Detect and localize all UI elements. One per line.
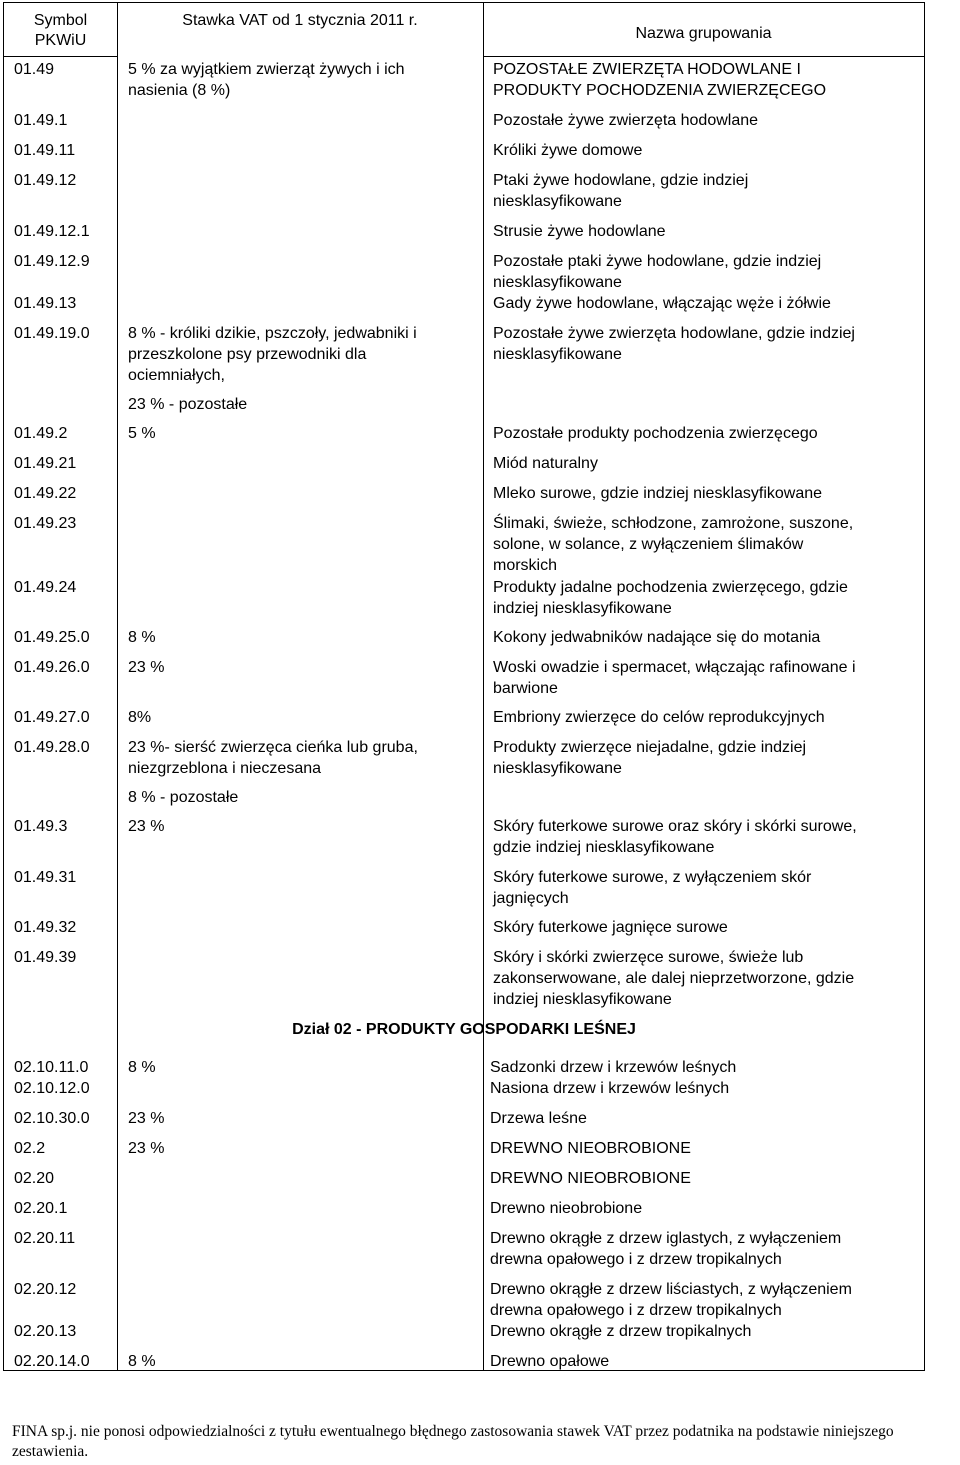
group-name-line: Produkty zwierzęce niejadalne, gdzie indziej (493, 739, 807, 756)
pkwiu-code: 01.49 (14, 61, 55, 78)
group-name-line: Skóry futerkowe surowe oraz skóry i skórki surowe, (493, 818, 857, 835)
vat-rate (128, 657, 164, 678)
pkwiu-code: 01.49.23 (14, 515, 77, 532)
pkwiu-code: 01.49.12.9 (14, 253, 90, 270)
pkwiu-code: 02.20.14.0 (14, 1353, 90, 1370)
group-name (493, 627, 820, 648)
group-name (490, 1057, 736, 1078)
group-name (490, 1168, 691, 1189)
header-divider-left (4, 56, 117, 57)
pkwiu-code: 02.20.12 (14, 1281, 77, 1298)
vat-rate (128, 627, 156, 648)
group-name (490, 1198, 642, 1219)
group-name-line: DREWNO NIEOBROBIONE (490, 1170, 691, 1187)
group-name (490, 1279, 852, 1321)
pkwiu-code: 01.49.1 (14, 112, 68, 129)
group-name (493, 110, 758, 131)
group-name-line: Miód naturalny (493, 455, 598, 472)
group-name-line: Skóry futerkowe surowe, z wyłączeniem skór (493, 869, 812, 886)
pkwiu-code: 02.10.12.0 (14, 1080, 90, 1097)
pkwiu-code: 01.49.32 (14, 919, 77, 936)
column-divider-2 (483, 3, 484, 1370)
header-rate: Stawka VAT od 1 stycznia 2011 r. (182, 12, 418, 29)
group-name-line: Drewno okrągłe z drzew liściastych, z wyłączeniem (490, 1281, 852, 1298)
vat-rate-line: 23 % - pozostałe (128, 396, 248, 413)
group-name-line: PRODUKTY POCHODZENIA ZWIERZĘCEGO (493, 82, 827, 99)
pkwiu-code: 01.49.28.0 (14, 739, 90, 756)
pkwiu-code: 01.49.26.0 (14, 659, 90, 676)
pkwiu-code: 02.20.1 (14, 1200, 68, 1217)
vat-rate (128, 1108, 164, 1129)
group-name-line: Skóry i skórki zwierzęce surowe, świeże lub (493, 949, 804, 966)
group-name (493, 170, 748, 212)
group-name-line: Embriony zwierzęce do celów reprodukcyjnych (493, 709, 825, 726)
pkwiu-code: 01.49.22 (14, 485, 77, 502)
vat-rate (128, 816, 164, 837)
group-name-line: Woski owadzie i spermacet, włączając rafinowane i (493, 659, 856, 676)
vat-rate-line: 8 % - pozostałe (128, 789, 239, 806)
vat-rate-line: nasienia (8 %) (128, 82, 231, 99)
section-title: Dział 02 - PRODUKTY GOSPODARKI LEŚNEJ (292, 1021, 636, 1038)
group-name-line: indziej niesklasyfikowane (493, 600, 672, 617)
group-name-line: drewna opałowego i z drzew tropikalnych (490, 1302, 782, 1319)
pkwiu-code: 01.49.24 (14, 579, 77, 596)
vat-rate-line: 8% (128, 709, 152, 726)
vat-table (3, 2, 925, 1371)
group-name-line: Kokony jedwabników nadające się do motania (493, 629, 821, 646)
group-name-line: POZOSTAŁE ZWIERZĘTA HODOWLANE I (493, 61, 801, 78)
group-name-line: Pozostałe żywe zwierzęta hodowlane, gdzie indziej (493, 325, 855, 342)
group-name (493, 657, 856, 699)
group-name-line: Produkty jadalne pochodzenia zwierzęcego, gdzie (493, 579, 848, 596)
group-name (490, 1108, 587, 1129)
group-name-line: indziej niesklasyfikowane (493, 991, 672, 1008)
header-divider-right (483, 56, 924, 57)
header-symbol: Symbol (33, 12, 88, 29)
group-name-line: morskich (493, 557, 558, 574)
group-name (493, 867, 811, 909)
group-name-line: Króliki żywe domowe (493, 142, 643, 159)
group-name-line: Nasiona drzew i krzewów leśnych (490, 1080, 730, 1097)
header-symbol-cell (4, 11, 117, 51)
group-name (490, 1351, 609, 1372)
vat-rate (128, 1138, 164, 1159)
group-name (490, 1078, 729, 1099)
vat-rate-line: 5 % (128, 425, 156, 442)
pkwiu-code: 02.10.11.0 (14, 1059, 89, 1076)
vat-rate-line: 8 % - króliki dzikie, pszczoły, jedwabniki i (128, 325, 417, 342)
vat-rate (128, 1351, 156, 1372)
vat-rate-line: ociemniałych, (128, 367, 225, 384)
group-name (493, 251, 821, 293)
pkwiu-code: 01.49.12.1 (14, 223, 90, 240)
group-name-line: Pozostałe żywe zwierzęta hodowlane (493, 112, 759, 129)
group-name (493, 483, 822, 504)
vat-rate-line: niezgrzeblona i nieczesana (128, 760, 322, 777)
pkwiu-code: 02.10.30.0 (14, 1110, 90, 1127)
pkwiu-code: 01.49.27.0 (14, 709, 90, 726)
vat-rate (128, 323, 417, 415)
pkwiu-code: 01.49.19.0 (14, 325, 90, 342)
group-name (493, 323, 855, 365)
header-pkwiu: PKWiU (34, 32, 87, 49)
group-name-line: jagnięcych (493, 890, 569, 907)
group-name (493, 513, 853, 576)
column-divider-1 (117, 3, 118, 1370)
group-name-line: Mleko surowe, gdzie indziej niesklasyfikowane (493, 485, 823, 502)
pkwiu-code: 02.2 (14, 1140, 46, 1157)
group-name-line: niesklasyfikowane (493, 274, 622, 291)
group-name-line: Drewno nieobrobione (490, 1200, 643, 1217)
group-name-line: zakonserwowane, ale dalej nieprzetworzone, gdzie (493, 970, 855, 987)
group-name-line: Pozostałe ptaki żywe hodowlane, gdzie indziej (493, 253, 822, 270)
group-name-line: DREWNO NIEOBROBIONE (490, 1140, 691, 1157)
group-name (493, 917, 728, 938)
pkwiu-code: 01.49.2 (14, 425, 68, 442)
group-name-line: Drewno opałowe (490, 1353, 610, 1370)
group-name (493, 423, 818, 444)
pkwiu-code: 02.20.13 (14, 1323, 77, 1340)
group-name (493, 737, 806, 779)
vat-rate (128, 59, 405, 101)
group-name (493, 577, 848, 619)
group-name (493, 816, 857, 858)
group-name-line: Strusie żywe hodowlane (493, 223, 666, 240)
group-name-line: Drewno okrągłe z drzew tropikalnych (490, 1323, 752, 1340)
group-name-line: niesklasyfikowane (493, 193, 622, 210)
pkwiu-code: 02.20.11 (14, 1230, 76, 1247)
group-name-line: Ślimaki, świeże, schłodzone, zamrożone, suszone, (493, 515, 854, 532)
group-name (490, 1321, 751, 1342)
group-name-line: niesklasyfikowane (493, 346, 622, 363)
vat-rate-line: 5 % za wyjątkiem zwierząt żywych i ich (128, 61, 405, 78)
vat-rate-line: 23 % (128, 1140, 165, 1157)
group-name (493, 707, 825, 728)
pkwiu-code: 01.49.11 (14, 142, 76, 159)
pkwiu-code: 01.49.25.0 (14, 629, 90, 646)
vat-rate-line: 8 % (128, 629, 156, 646)
pkwiu-code: 01.49.21 (14, 455, 77, 472)
group-name-line: solone, w solance, z wyłączeniem ślimaków (493, 536, 804, 553)
vat-rate (128, 737, 418, 808)
pkwiu-code: 01.49.12 (14, 172, 77, 189)
vat-rate-line: 23 % (128, 659, 165, 676)
group-name-line: Pozostałe produkty pochodzenia zwierzęcego (493, 425, 818, 442)
vat-rate-line: 8 % (128, 1353, 156, 1370)
vat-rate (128, 707, 151, 728)
vat-rate-line: 23 % (128, 818, 165, 835)
vat-rate (128, 1057, 156, 1078)
group-name-line: Drewno okrągłe z drzew iglastych, z wyłączeniem (490, 1230, 842, 1247)
group-name-line: gdzie indziej niesklasyfikowane (493, 839, 715, 856)
group-name-line: Gady żywe hodowlane, włączając węże i żółwie (493, 295, 831, 312)
vat-rate-line: 23 % (128, 1110, 165, 1127)
group-name (493, 221, 666, 242)
vat-rate-line: przeszkolone psy przewodniki dla (128, 346, 367, 363)
pkwiu-code: 01.49.39 (14, 949, 77, 966)
group-name (493, 140, 642, 161)
group-name (493, 59, 826, 101)
group-name-line: Skóry futerkowe jagnięce surowe (493, 919, 728, 936)
group-name-line: Drzewa leśne (490, 1110, 587, 1127)
group-name-line: niesklasyfikowane (493, 760, 622, 777)
vat-rate-line: 8 % (128, 1059, 156, 1076)
header-name: Nazwa grupowania (635, 25, 772, 42)
pkwiu-code: 01.49.3 (14, 818, 68, 835)
pkwiu-code: 02.20 (14, 1170, 55, 1187)
vat-rate-line: 23 %- sierść zwierzęca cieńka lub gruba, (128, 739, 418, 756)
disclaimer-footer: FINA sp.j. nie ponosi odpowiedzialności z tytułu ewentualnego błędnego zastosowania stawek VAT przez podatnika na podstawie niniejszego zestawienia. (12, 1423, 894, 1460)
group-name-line: drewna opałowego i z drzew tropikalnych (490, 1251, 782, 1268)
group-name-line: Ptaki żywe hodowlane, gdzie indziej (493, 172, 749, 189)
group-name-line: Sadzonki drzew i krzewów leśnych (490, 1059, 737, 1076)
group-name (490, 1138, 691, 1159)
group-name-line: barwione (493, 680, 558, 697)
group-name (493, 947, 854, 1010)
vat-rate (128, 423, 156, 444)
pkwiu-code: 01.49.13 (14, 295, 77, 312)
pkwiu-code: 01.49.31 (14, 869, 77, 886)
group-name (493, 293, 831, 314)
group-name (490, 1228, 841, 1270)
group-name (493, 453, 598, 474)
